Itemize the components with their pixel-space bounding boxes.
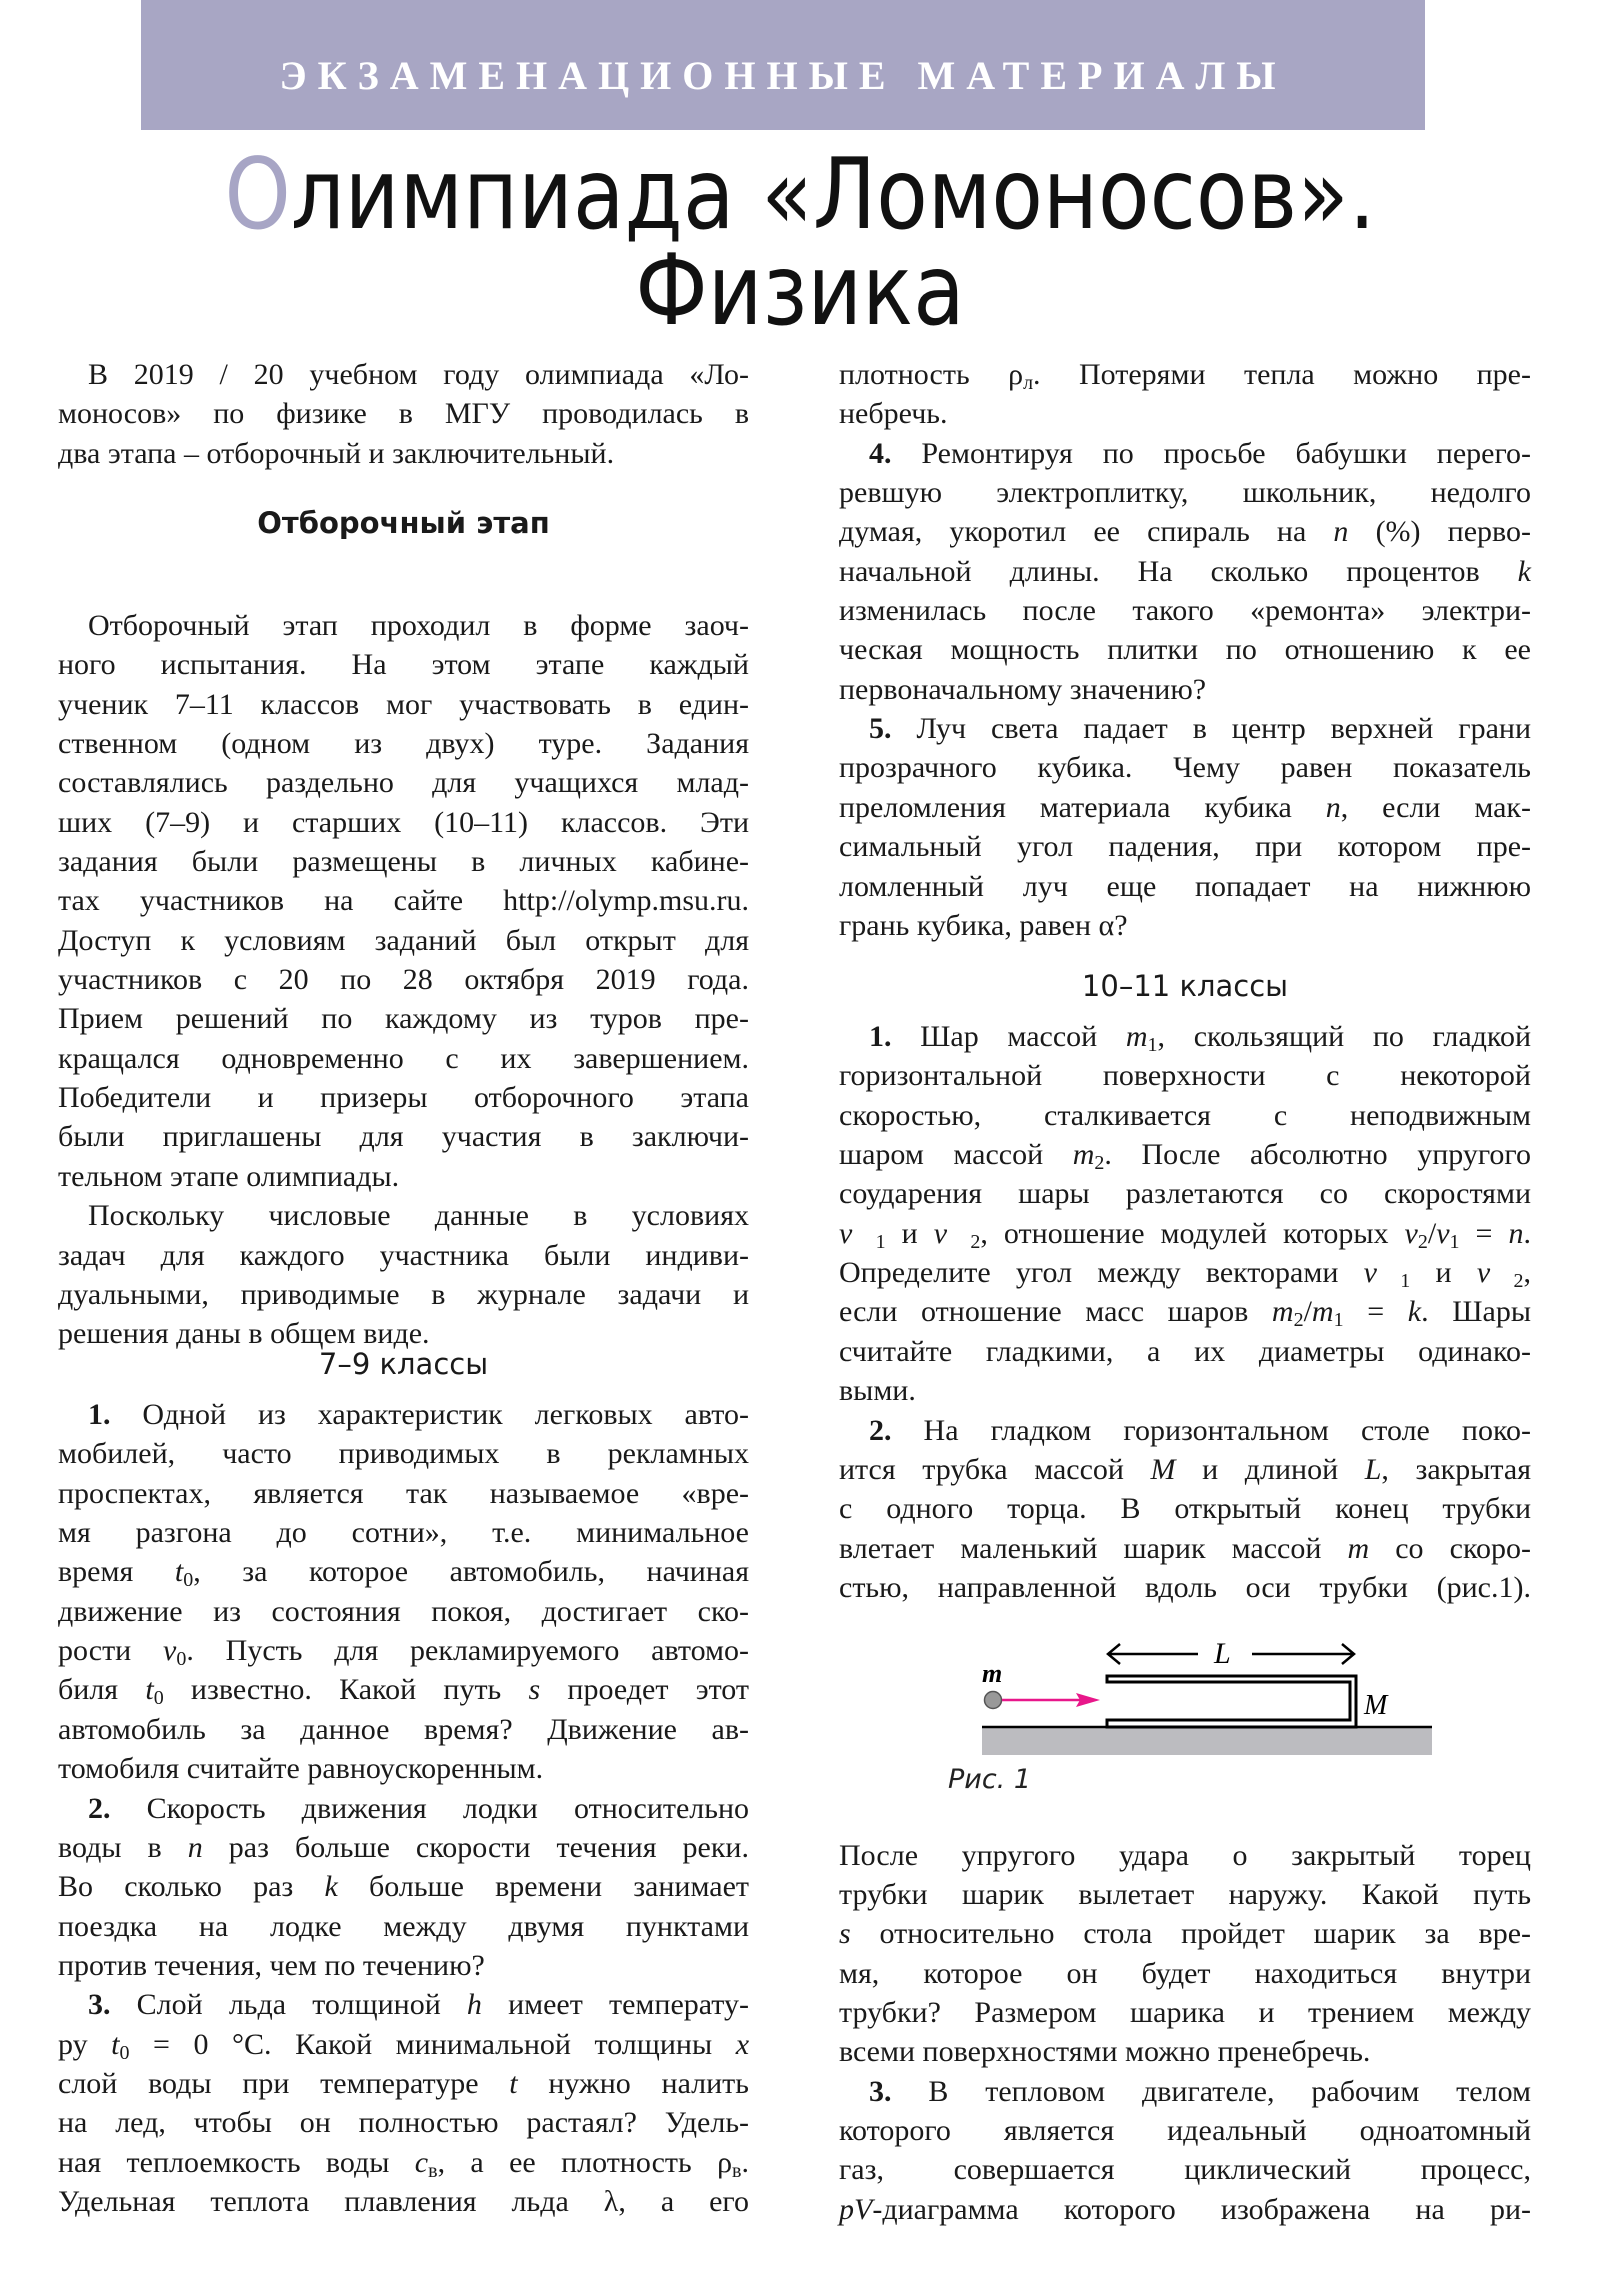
text-line: начальной длины. На сколько процентов k [839, 554, 1531, 588]
label-mass-m: m [982, 1659, 1003, 1688]
ball-icon [985, 1692, 1002, 1709]
text-line: 4. Ремонтируя по просьбе бабушки перего- [869, 436, 1532, 470]
text-line: мя разгона до сотни», т.е. минимальное [58, 1516, 749, 1550]
heading-selection-stage: Отборочный этап [257, 506, 550, 540]
selection-paragraph-1 [58, 606, 749, 1196]
text-line: ственном (одном из двух) туре. Задания [58, 727, 749, 761]
problem-number: 2. [869, 1413, 924, 1447]
text-line: всеми поверхностями можно пренебречь. [839, 2035, 1371, 2069]
problem-7-9-5 [839, 709, 1531, 945]
text-line: рости $v_0$. Пусть для рекламируемого автомо- [58, 1634, 749, 1671]
text-line: ная теплоемкость воды $c_в$, а ее плотность $\rho_в$. [58, 2145, 749, 2182]
text-line: трубки? Размером шарика и трением между [839, 1995, 1531, 2029]
section-banner [141, 0, 1425, 130]
text-line: соударения шары разлетаются со скоростями [839, 1177, 1531, 1211]
problem-number: 3. [869, 2074, 929, 2108]
text-line: плотность $\rho_л$. Потерями тепла можно пре- [839, 358, 1531, 394]
text-line: решения даны в общем виде. [58, 1317, 430, 1351]
label-length-L: L [1214, 1637, 1231, 1670]
text-line: После упругого удара о закрытый торец [839, 1838, 1531, 1872]
text-line: 2. Скорость движения лодки относительно [88, 1791, 750, 1825]
figure-caption: Рис. 1 [948, 1764, 1032, 1795]
text-line: мобилей, часто приводимых в рекламных [58, 1437, 749, 1471]
text-line: на лед, чтобы он полностью растаял? Удель- [58, 2106, 749, 2140]
text-line: были приглашены для участия в заключи- [58, 1120, 749, 1154]
text-line: мя, которое он будет находиться внутри [839, 1956, 1531, 1990]
problem-number: 1. [88, 1398, 143, 1431]
text-line: Отборочный этап проходил в форме заоч- [88, 609, 749, 642]
text-line: стью, направленной вдоль оси трубки (рис.1). [839, 1570, 1531, 1604]
text-line: задач для каждого участника были индиви- [58, 1238, 749, 1272]
text-line: движение из состояния покоя, достигает ско- [58, 1594, 749, 1628]
length-arrow-right [1252, 1644, 1354, 1664]
heading-grades-10-11: 10–11 классы [1081, 969, 1289, 1003]
text-line: влетает маленький шарик массой m со скоро- [839, 1531, 1531, 1565]
table-surface [982, 1728, 1432, 1755]
problem-7-9-3-continued [839, 355, 1531, 434]
problem-10-11-3 [839, 2072, 1531, 2229]
text-line: участников с 20 по 28 октября 2019 года. [58, 963, 749, 997]
text-line: В 2019 / 20 учебном году олимпиада «Ло- [88, 358, 749, 391]
text-line: поездка на лодке между двумя пунктами [58, 1909, 749, 1943]
text-line: Поскольку числовые данные в условиях [88, 1199, 749, 1233]
problem-10-11-2 [839, 1411, 1531, 1608]
text-line: 3. Слой льда толщиной h имеет температу- [88, 1988, 750, 2022]
section-label: ЭКЗАМЕНАЦИОННЫЕ МАТЕРИАЛЫ [279, 53, 1287, 98]
text-line: биля $t_0$ известно. Какой путь s проедет этот [58, 1673, 749, 1710]
text-line: 2. На гладком горизонтальном столе поко- [869, 1413, 1532, 1447]
text-line: ного испытания. На этом этапе каждый [58, 648, 749, 682]
title-initial: О [224, 138, 291, 252]
text-line: воды в n раз больше скорости течения реки. [58, 1830, 749, 1864]
text-line: небречь. [839, 397, 948, 431]
text-line: которого является идеальный одноатомный [839, 2113, 1531, 2147]
text-line: ческая мощность плитки по отношению к ее [839, 633, 1531, 667]
text-line: симальный угол падения, при котором пре- [839, 830, 1531, 864]
text-line: скоростью, сталкивается с неподвижным [839, 1098, 1531, 1132]
text-line: газ, совершается циклический процесс, [839, 2153, 1531, 2187]
text-line: если отношение масс шаров $m_2/m_1 = k$. Шары [839, 1295, 1531, 1332]
text-line: тах участников на сайте http://olymp.msu.ru. [58, 884, 749, 918]
tube-outer-wall [1107, 1676, 1356, 1727]
text-line: изменилась после такого «ремонта» электри- [839, 594, 1531, 628]
text-line: два этапа – отборочный и заключительный. [58, 436, 615, 470]
text-line: Победители и призеры отборочного этапа [58, 1081, 749, 1115]
text-line: считайте гладкими, а их диаметры одинако- [839, 1334, 1531, 1368]
problem-7-9-1 [58, 1395, 749, 1788]
text-line: ученик 7–11 классов мог участвовать в един- [58, 687, 749, 721]
problem-7-9-2 [58, 1789, 749, 1986]
text-line: Удельная теплота плавления льда λ, а его [58, 2184, 749, 2218]
text-line: задания были размещены в личных кабине- [58, 845, 749, 879]
text-line: автомобиль за данное время? Движение ав- [58, 1712, 749, 1746]
problem-10-11-2-continued [839, 1836, 1531, 2072]
intro-paragraph [58, 355, 749, 473]
text-line: первоначальному значению? [839, 672, 1207, 706]
text-line: слой воды при температуре t нужно налить [58, 2066, 749, 2100]
text-line: время $t_0$, за которое автомобиль, начиная [58, 1555, 750, 1592]
problem-number: 5. [869, 712, 917, 746]
text-line: думая, укоротил ее спираль на n (%) перво- [839, 515, 1531, 549]
text-line: моносов» по физике в МГУ проводилась в [58, 397, 749, 431]
problem-10-11-1 [839, 1017, 1531, 1410]
text-line: грань кубика, равен α? [839, 908, 1128, 942]
problem-number: 1. [869, 1020, 921, 1053]
text-line: $v⃗_1$ и $v⃗_2$, отношение модулей которых $v_2/v_1 = n$. [839, 1216, 1531, 1253]
text-line: Прием решений по каждому из туров пре- [58, 1002, 749, 1036]
label-mass-M: M [1364, 1690, 1388, 1721]
text-line: Во сколько раз k больше времени занимает [58, 1870, 749, 1904]
selection-paragraph-2 [58, 1196, 749, 1353]
text-line: ится трубка массой M и длиной L, закрытая [839, 1452, 1531, 1486]
text-line: выми. [839, 1374, 916, 1408]
text-line: Доступ к условиям заданий был открыт для [58, 923, 749, 957]
text-line: преломления материала кубика n, если мак- [839, 790, 1531, 824]
text-line: кращался одновременно с их завершением. [58, 1041, 749, 1075]
text-line: 3. В тепловом двигателе, рабочим телом [869, 2074, 1531, 2108]
text-line: ломленный луч еще попадает на нижнюю [839, 869, 1531, 903]
problem-7-9-3 [58, 1985, 749, 2221]
text-line: шаром массой $m_2$. После абсолютно упругого [839, 1138, 1531, 1175]
text-line: 1. Шар массой $m_1$, скользящий по гладкой [869, 1020, 1531, 1056]
text-line: ру $t_0 = 0$ °C. Какой минимальной толщины x [58, 2027, 750, 2064]
text-line: с одного торца. В открытый конец трубки [839, 1492, 1531, 1526]
text-line: s относительно стола пройдет шарик за вре- [839, 1917, 1531, 1951]
text-line: ших (7–9) и старших (10–11) классов. Эти [58, 805, 749, 839]
problem-number: 3. [88, 1988, 137, 2022]
text-line: ревшую электроплитку, школьник, недолго [839, 476, 1531, 510]
article-subtitle: Физика [635, 234, 965, 348]
text-line: тельном этапе олимпиады. [58, 1159, 400, 1193]
problem-number: 4. [869, 436, 922, 470]
text-line: составлялись раздельно для учащихся млад- [58, 766, 749, 800]
text-line: дуальными, приводимые в журнале задачи и [58, 1277, 749, 1311]
heading-grades-7-9: 7–9 классы [318, 1347, 489, 1381]
text-line: 1. Одной из характеристик легковых авто- [88, 1398, 749, 1431]
text-line: проспектах, является так называемое «вре- [58, 1476, 749, 1510]
problem-7-9-4 [839, 434, 1531, 709]
text-line: прозрачного кубика. Чему равен показатель [839, 751, 1531, 785]
text-line: против течения, чем по течению? [58, 1948, 485, 1982]
text-line: 5. Луч света падает в центр верхней грани [869, 712, 1532, 746]
problem-number: 2. [88, 1791, 147, 1825]
length-arrow-left [1108, 1644, 1198, 1664]
text-line: трубки шарик вылетает наружу. Какой путь [839, 1877, 1531, 1911]
figure-1-tube-diagram [960, 1600, 1460, 1810]
text-line: Определите угол между векторами $v⃗_1$ и $v⃗_2$, [839, 1256, 1531, 1293]
text-line: горизонтальной поверхности с некоторой [839, 1059, 1531, 1093]
text-line: томобиля считайте равноускоренным. [58, 1752, 544, 1786]
title-line1: лимпиада «Ломоносов». [290, 138, 1376, 252]
text-line: pV-диаграмма которого изображена на ри- [839, 2192, 1531, 2226]
